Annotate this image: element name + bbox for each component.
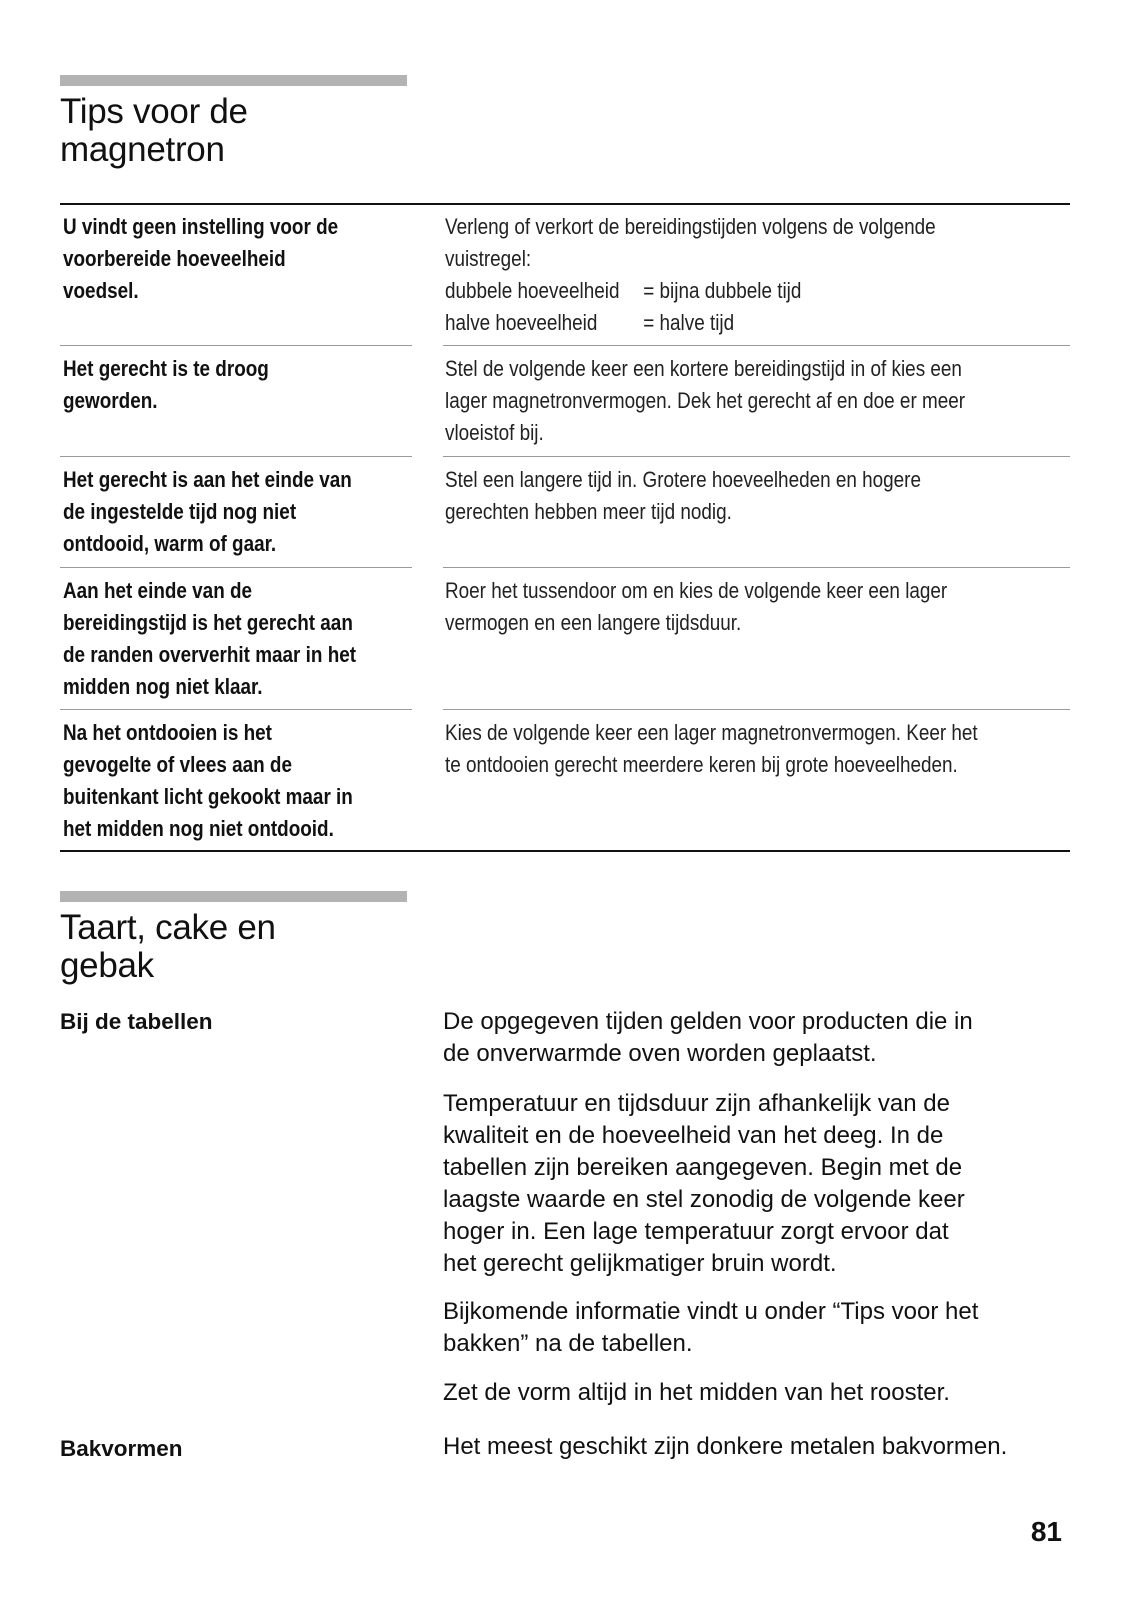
row-divider — [443, 456, 1070, 457]
solution-cell: Stel een langere tijd in. Grotere hoeveelheden en hogere gerechten hebben meer tijd nodig. — [445, 467, 921, 524]
row-divider — [60, 567, 412, 568]
problem-cell: Het gerecht is aan het einde van de ingestelde tijd nog niet ontdooid, warm of gaar. — [63, 467, 352, 556]
title-line: Tips voor de — [60, 92, 248, 131]
label-bakvormen: Bakvormen — [60, 1436, 183, 1461]
row-divider — [60, 456, 412, 457]
title-line: Taart, cake en — [60, 908, 276, 947]
solution-cell: Roer het tussendoor om en kies de volgende keer een lager vermogen en een langere tijdsduur. — [445, 578, 948, 635]
solution-cell: Stel de volgende keer een kortere bereidingstijd in of kies een lager magnetronvermogen. Dek het gerecht af en doe er meer vloeistof bij. — [445, 356, 966, 445]
row-divider — [443, 345, 1070, 346]
section-title-taart — [60, 909, 276, 985]
solution-cell: Kies de volgende keer een lager magnetronvermogen. Keer het te ontdooien gerecht meerdere keren bij grote hoeveelheden. — [445, 720, 978, 777]
paragraph: De opgegeven tijden gelden voor producten die in de onverwarmde oven worden geplaatst. — [443, 1008, 973, 1067]
paragraph: Temperatuur en tijdsduur zijn afhankelijk van de kwaliteit en de hoeveelheid van het deeg. In de tabellen zijn bereiken aangegeven. Begin met de laagste waarde en stel zonodig de volgende keer hoger in. Een lage temperatuur zorgt ervoor dat het gerecht gelijkmatiger bruin wordt. — [443, 1090, 965, 1277]
rule-left: halve hoeveelheid — [445, 310, 598, 335]
section-rule — [60, 891, 407, 902]
section-title-magnetron — [60, 93, 248, 169]
rule-right: = bijna dubbele tijd — [643, 278, 802, 303]
title-line: magnetron — [60, 130, 225, 169]
table-bottom-rule — [60, 850, 1070, 852]
paragraph-bakvormen: Het meest geschikt zijn donkere metalen bakvormen. — [443, 1433, 1008, 1460]
section-rule — [60, 75, 407, 86]
label-bij-de-tabellen: Bij de tabellen — [60, 1009, 213, 1034]
paragraph: Bijkomende informatie vindt u onder “Tips voor het bakken” na de tabellen. — [443, 1298, 979, 1357]
title-line: gebak — [60, 946, 154, 985]
row-divider — [60, 709, 412, 710]
problem-cell: Het gerecht is te droog geworden. — [63, 356, 269, 413]
paragraph: Zet de vorm altijd in het midden van het rooster. — [443, 1379, 950, 1406]
rule-left: dubbele hoeveelheid — [445, 278, 620, 303]
table-top-rule — [60, 203, 1070, 205]
page-number: 81 — [1030, 1516, 1062, 1547]
problem-cell: U vindt geen instelling voor de voorbereide hoeveelheid voedsel. — [63, 214, 339, 303]
row-divider — [443, 567, 1070, 568]
row-divider — [60, 345, 412, 346]
row-divider — [443, 709, 1070, 710]
solution-cell: Verleng of verkort de bereidingstijden volgens de volgende vuistregel: dubbele hoeveelheid = bijna dubbele tijd halve hoeveelheid = halve tijd — [445, 211, 983, 339]
problem-cell: Na het ontdooien is het gevogelte of vlees aan de buitenkant licht gekookt maar in het midden nog niet ontdooid. — [63, 720, 353, 841]
problem-cell: Aan het einde van de bereidingstijd is het gerecht aan de randen oververhit maar in het midden nog niet klaar. — [63, 578, 357, 699]
rule-right: = halve tijd — [643, 310, 735, 335]
